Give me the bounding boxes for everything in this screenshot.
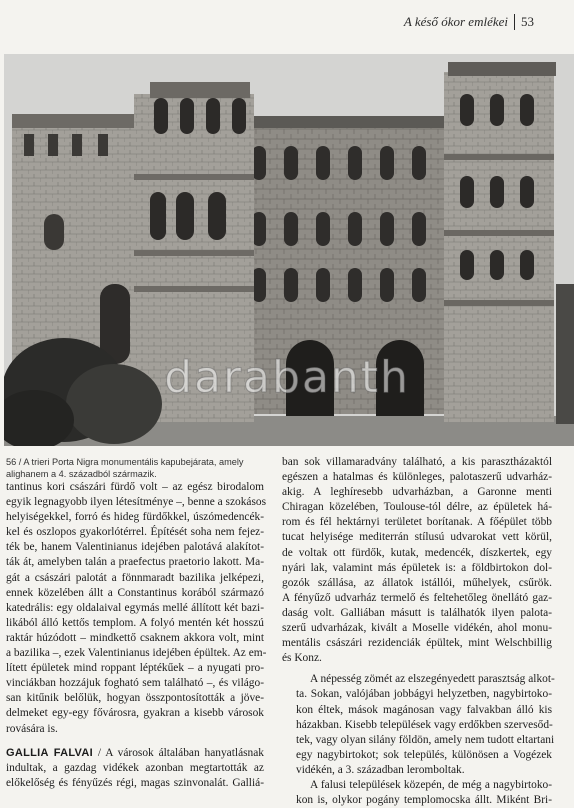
text-line: mentális császári rezidenciák épültek, mint Welschbillig <box>282 637 552 650</box>
text-line: san kitűnik belőlük, hogyan összpontosították a jöve- <box>6 692 264 705</box>
text-line: kon éltek, mások magánosan vagy falvakban álló kis <box>296 703 552 716</box>
right-text-column <box>282 455 555 808</box>
text-line: egyik legnagyobb ilyen létesítménye –, benne a szokásos <box>6 496 267 509</box>
right-paragraph-2 <box>282 672 555 778</box>
text-line: házakban. Kisebb települések vagy erdőkben szervesőd- <box>296 718 553 731</box>
section-heading: GALLIA FALVAI <box>6 746 93 759</box>
text-line: Chiragan közelében, Toulouse-tól délre, az épületek há- <box>282 501 552 514</box>
porta-nigra-photograph <box>4 54 574 446</box>
text-line: lített épületek mind roppant léptékűek – a nyugati pro- <box>6 662 264 675</box>
section-first-line: GALLIA FALVAI / A városok általában hanyatlásnak <box>6 746 264 759</box>
text-line: gozók szállása, az állatok istállói, műhelyek, csűrök. <box>282 576 552 589</box>
text-line: a bazilika –, ezek Valentinianus idejében épültek. Az em- <box>6 647 267 660</box>
text-line: kon is, olykor pogány templomocska állt. Miként Bri- <box>296 794 552 807</box>
text-line: ban sok villamaradvány található, a kis parasztházaktól <box>282 456 552 468</box>
text-line: delmeket egy-egy fővárosra, gyakran a kisebb városok <box>6 707 264 720</box>
watermark-text: darabanth <box>164 352 410 403</box>
left-paragraph-1 <box>6 480 267 737</box>
page-number: 53 <box>521 14 534 29</box>
text-line: A népesség zömét az elszegényedett parasztság alkot- <box>310 673 555 686</box>
running-head <box>404 14 534 30</box>
text-line: és Konz. <box>282 652 322 665</box>
text-line: A fényűző udvarház termelő és feltehetőleg önellátó gaz- <box>282 591 552 604</box>
text-line: de voltak ott fürdők, kutak, medencék, díszkertek, egy <box>282 546 552 559</box>
right-paragraph-1 <box>282 455 552 666</box>
text-line: ennek közelében állt a Constantinus korából származó <box>6 586 264 599</box>
left-paragraph-2 <box>6 746 264 791</box>
right-paragraph-3 <box>282 778 552 808</box>
text-line: ták át, amelyben talán a praefectus praetorio lakott. Ma- <box>6 556 264 569</box>
text-line: vidékén, a 3. században leromboltak. <box>296 763 465 776</box>
text-line: A falusi települések közepén, de még a nagybirtoko- <box>310 778 552 791</box>
text-line: gát a császári palotát a fönnmaradt bazilika jelképezi, <box>6 571 264 584</box>
left-text-column <box>6 480 267 791</box>
text-line: rovására is. <box>6 722 58 735</box>
text-line: daság volt. Galliában másutt is találhatók ilyen palota- <box>282 606 552 619</box>
text-line: helyiségekkel, forró és hideg fürdőkkel, úszómedencék- <box>6 511 264 524</box>
text-line: rom és fél hektárnyi területet borítanak. A főépület több <box>282 516 552 529</box>
section-first-line-text: A városok általában hanyatlásnak <box>105 746 264 759</box>
text-line: akig. A leghíresebb udvarházban, a Garonne menti <box>282 486 552 499</box>
text-line: tucat helyisége mediterrán stílusú udvarokat vett körül, <box>282 531 552 544</box>
running-head-title: A késő ókor emlékei <box>403 14 508 29</box>
running-head-divider <box>514 14 515 30</box>
text-line: ték be, hanem Valentinianus idejében palotává alakítot- <box>6 541 264 554</box>
text-line: nyári lak, valamint más épületek is: a földbirtokon dol- <box>282 561 552 574</box>
text-line: egészen a hatalmas és különleges, palotaszerű udvarház- <box>282 471 552 484</box>
text-line: ta. Sokan, valójában jobbágyi helyzetben, nagybirtoko- <box>296 688 552 701</box>
text-line: tek, vagy olyan silány földön, amely nem tudott eltartani <box>296 733 555 746</box>
text-line: egy nagybirtokot; sok település, különösen a Vogézek <box>296 748 552 761</box>
text-line: szerű udvarházak, kivált a Moselle vidékén, ahol monu- <box>282 622 552 635</box>
figure-caption: 56 / A trieri Porta Nigra monumentális kapubejárata, amely alighanem a 4. századból származik. <box>6 457 244 479</box>
text-line: vinciákban hozzájuk fogható sem található –, és világo- <box>6 677 264 690</box>
text-line: raktár húzódott – mindkettő csaknem akkora volt, mint <box>6 631 264 644</box>
text-line: katedrális: egy oldalaival egymás mellé állított két bazi- <box>6 601 264 614</box>
text-line: kel és oszlopos gyakorlótérrel. Építését soha nem fejez- <box>6 526 264 539</box>
porta-nigra-illustration <box>4 54 574 446</box>
text-line: előkelőség és fényűzés régi, magas szinvonalát. Galliá- <box>6 776 264 789</box>
text-line: tantinus kori császári fürdő volt – az egész birodalom <box>6 481 264 493</box>
text-line: indultak, a gazdag vidékek azonban megtartották az <box>6 761 264 774</box>
text-line: likából álló kettős templom. A folyó mentén két hosszú <box>6 616 264 629</box>
